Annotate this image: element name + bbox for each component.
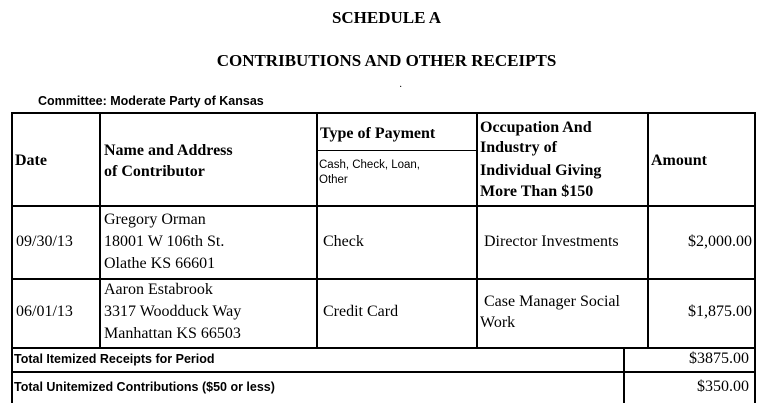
header-occupation-line4: More Than $150: [480, 183, 594, 200]
row2-amount: $1,875.00: [688, 303, 752, 320]
committee-line: Committee: Moderate Party of Kansas: [38, 94, 264, 108]
row2-occupation-line2: Work: [480, 314, 516, 331]
header-name-line2: of Contributor: [104, 163, 205, 180]
row2-type: Credit Card: [323, 303, 399, 320]
header-occupation-line2: Industry of: [480, 139, 557, 156]
row2-occupation-line1: Case Manager Social: [484, 293, 620, 310]
row1-occupation: Director Investments: [484, 233, 619, 250]
stray-dot: ·: [399, 82, 403, 93]
schedule-title: SCHEDULE A: [331, 8, 442, 27]
row1-type: Check: [323, 233, 364, 250]
row1-name: Gregory Orman: [104, 211, 206, 228]
header-type-sub-line1: Cash, Check, Loan,: [319, 159, 421, 171]
total-itemized-label: Total Itemized Receipts for Period: [14, 352, 215, 366]
contributions-table: [11, 112, 756, 349]
row2-name: Aaron Estabrook: [104, 281, 213, 298]
row1-date: 09/30/13: [16, 233, 73, 250]
header-amount: Amount: [651, 152, 708, 169]
header-occupation-line1: Occupation And: [480, 119, 592, 136]
row2-date: 06/01/13: [16, 303, 73, 320]
header-occupation-line3: Individual Giving: [480, 162, 602, 179]
row2-address1: 3317 Woodduck Way: [104, 303, 242, 320]
row1-amount: $2,000.00: [688, 233, 752, 250]
section-title: CONTRIBUTIONS AND OTHER RECEIPTS: [216, 51, 557, 70]
header-type-sub-line2: Other: [319, 174, 348, 186]
total-unitemized-label: Total Unitemized Contributions ($50 or less): [14, 380, 275, 394]
row1-address1: 18001 W 106th St.: [104, 233, 225, 250]
total-unitemized-value: $350.00: [697, 378, 749, 395]
header-type: Type of Payment: [320, 125, 436, 142]
header-name-line1: Name and Address: [104, 142, 233, 159]
header-date: Date: [15, 152, 47, 169]
row2-address2: Manhattan KS 66503: [104, 325, 241, 342]
total-itemized-value: $3875.00: [689, 350, 749, 367]
row1-address2: Olathe KS 66601: [104, 255, 216, 272]
